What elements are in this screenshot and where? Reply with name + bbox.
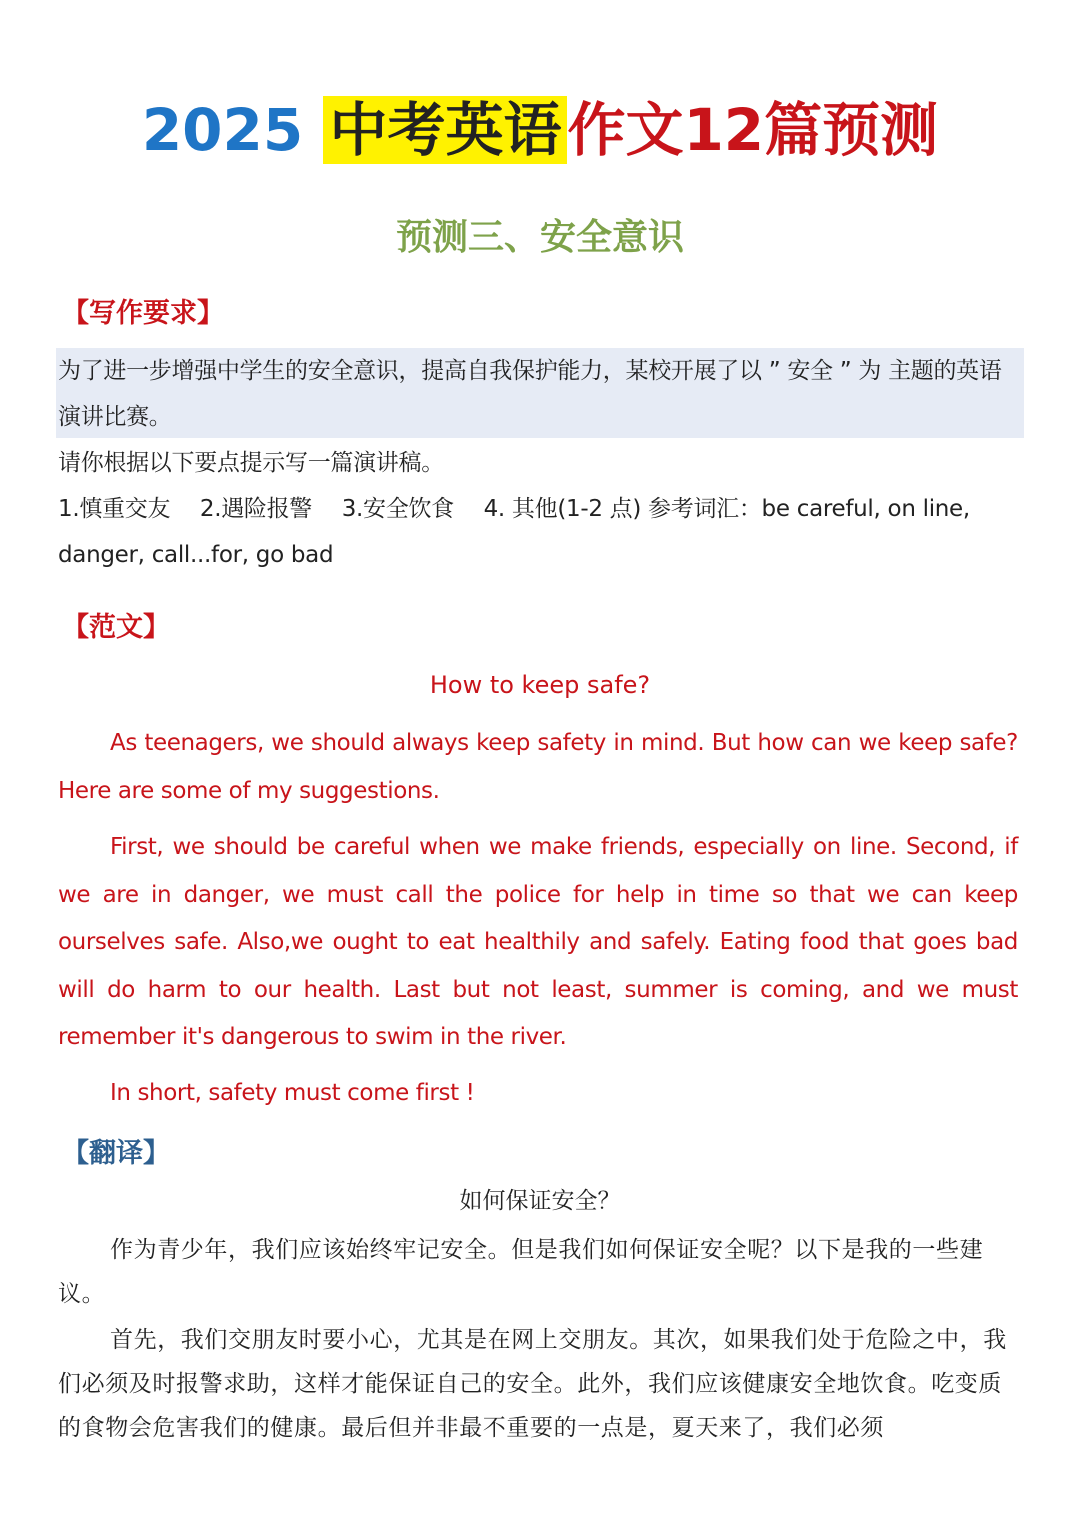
model-essay-heading: 【范文】 bbox=[62, 612, 170, 643]
translation-heading: 【翻译】 bbox=[62, 1138, 170, 1169]
essay-paragraph-1: As teenagers, we should always keep safety in mind. But how can we keep safe? Here are some of my suggestions. bbox=[58, 730, 1018, 804]
writing-points: 1.慎重交友 2.遇险报警 3.安全饮食 4. 其他(1-2 点) 参考词汇：be careful, on line, danger, call...for, go bad bbox=[58, 496, 970, 568]
title-highlight: 中考英语 bbox=[323, 96, 567, 164]
title-year: 2025 bbox=[141, 96, 324, 164]
translation-paragraph-2: 首先，我们交朋友时要小心，尤其是在网上交朋友。其次，如果我们处于危险之中，我们必须及时报警求助，这样才能保证自己的安全。此外，我们应该健康安全地饮食。吃变质的食物会危害我们的健康。最后但并非最不重要的一点是，夏天来了，我们必须 bbox=[58, 1327, 1007, 1441]
translation-title: 如何保证安全？ bbox=[459, 1188, 621, 1214]
translation-paragraph-1: 作为青少年，我们应该始终牢记安全。但是我们如何保证安全呢？以下是我的一些建议。 bbox=[58, 1237, 984, 1307]
main-title bbox=[0, 80, 1080, 180]
writing-prompt: 为了进一步增强中学生的安全意识，提高自我保护能力，某校开展了以 ” 安全 ” 为 主题的英语演讲比赛。 bbox=[58, 358, 1002, 430]
essay-paragraph-3: In short, safety must come first ! bbox=[110, 1080, 475, 1106]
writing-requirements-heading: 【写作要求】 bbox=[62, 298, 224, 329]
essay-title: How to keep safe? bbox=[429, 671, 651, 699]
writing-instruction: 请你根据以下要点提示写一篇演讲稿。 bbox=[58, 450, 444, 476]
title-rest: 作文12篇预测 bbox=[567, 96, 939, 164]
section-subtitle: 预测三、安全意识 bbox=[395, 217, 684, 258]
essay-paragraph-2: First, we should be careful when we make friends, especially on line. Second, if we are in danger, we must call the police for help in time so that we can keep ourselves safe. Also,we ought to eat healthily and safely. Eating food that goes bad will do harm to our health. Last but not least, summer is coming, and we must remember it's dangerous to swim in the river. bbox=[58, 834, 1018, 1050]
